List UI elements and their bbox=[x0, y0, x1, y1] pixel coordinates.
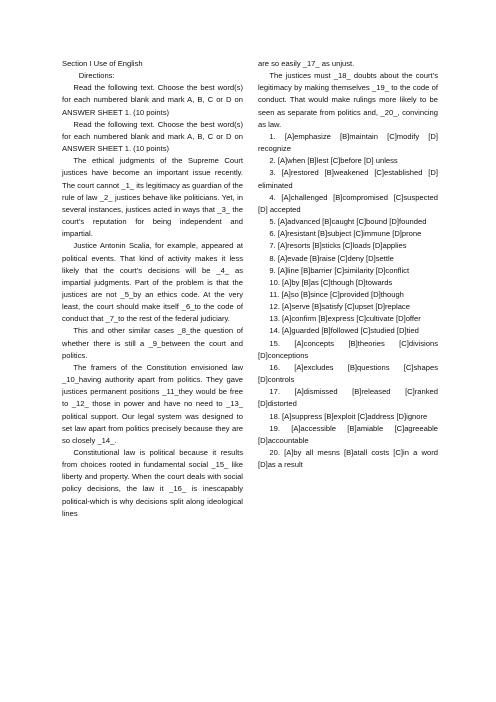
answer-option: 6. [A]resistant [B]subject [C]immune [D]prone bbox=[269, 229, 422, 239]
passage-paragraph: are so easily _17_ as unjust. bbox=[258, 59, 355, 68]
answer-option: 19. [A]accessible [B]amiable [C]agreeable [D]accountable bbox=[258, 423, 438, 445]
answer-option: 3. [A]restored [B]weakened [C]established [D] eliminated bbox=[258, 168, 438, 190]
answer-option: 4. [A]challenged [B]compromised [C]suspected [D] accepted bbox=[258, 192, 438, 214]
answer-option: 15. [A]concepts [B]theories [C]divisions [D]conceptions bbox=[258, 338, 438, 360]
answer-option: 17. [A]dismissed [B]released [C]ranked [D]distorted bbox=[258, 387, 438, 409]
answer-option: 1. [A]emphasize [B]maintain [C]modify [D] recognize bbox=[258, 131, 438, 154]
passage-paragraph: This and other similar cases _8_the question of whether there is still a _9_between the court and politics. bbox=[62, 326, 243, 360]
answer-option: 18. [A]suppress [B]exploit [C]address [D]ignore bbox=[269, 411, 428, 421]
section-title: Section I Use of English bbox=[62, 59, 143, 68]
answer-option: 9. [A]line [B]barrier [C]similarity [D]conflict bbox=[269, 265, 410, 275]
answer-option: 13. [A]confirm [B]express [C]cultivate [D]offer bbox=[269, 314, 421, 324]
answer-option: 20. [A]by all mesns [B]atall costs [C]in a word [D]as a result bbox=[258, 448, 438, 470]
answer-option: 11. [A]so [B]since [C]provided [D]though bbox=[269, 289, 404, 299]
answer-option: 2. [A]when [B]lest [C]before [D] unless bbox=[269, 156, 398, 166]
passage-paragraph: Constitutional law is political because it results from choices rooted in fundamental social _15_ like liberty and property. When the court deals with social policy decisions, the law it _16_ is inescapably political-which is why decisions split along ideological lines bbox=[62, 448, 243, 518]
passage-paragraph: The ethical judgments of the Supreme Court justices have become an important issue recently. The court cannot _1_ its legitimacy as guardian of the rule of law _2_ justices behave like politicians. Yet, in several instances, justices acted in ways that _3_ the court’s reputation for being independent and impartial. bbox=[62, 156, 243, 239]
left-column bbox=[62, 58, 243, 520]
answer-option: 7. [A]resorts [B]sticks [C]loads [D]applies bbox=[269, 241, 407, 251]
answer-option: 10. [A]by [B]as [C]though [D]towards bbox=[269, 277, 393, 287]
passage-paragraph: Justice Antonin Scalia, for example, appeared at political events. That kind of activity makes it less likely that the court’s decisions will be _4_ as impartial judgments. Part of the problem is that the justices are not _5_by an ethics code. At the very least, the court should make itself _6_to the code of conduct that _7_to the rest of the federal judiciary. bbox=[62, 241, 243, 324]
answer-option: 16. [A]excludes [B]questions [C]shapes [D]controls bbox=[258, 362, 438, 385]
answer-option: 12. [A]serve [B]satisfy [C]upset [D]replace bbox=[269, 302, 410, 312]
instruction-paragraph: Read the following text. Choose the best word(s) for each numbered blank and mark A, B, C or D on ANSWER SHEET 1. (10 points) bbox=[62, 119, 243, 154]
right-column bbox=[258, 58, 438, 471]
directions-label: Directions: bbox=[78, 71, 115, 81]
passage-paragraph: The justices must _18_ doubts about the court’s legitimacy by making themselves _19_ to the code of conduct. That would make rulings more likely to be seen as separate from politics and, _20_, convincing as law. bbox=[258, 71, 438, 129]
answer-option: 8. [A]evade [B]raise [C]deny [D]settle bbox=[269, 253, 394, 263]
answer-option: 14. [A]guarded [B]followed [C]studied [D]tied bbox=[269, 326, 419, 336]
passage-paragraph: The framers of the Constitution envisioned law _10_having authority apart from politics. They gave justices permanent positions _11_they would be free to _12_ those in power and have no need to _13_ political support. Our legal system was designed to set law apart from politics precisely because they are so closely _14_. bbox=[62, 362, 243, 445]
instruction-paragraph: Read the following text. Choose the best word(s) for each numbered blank and mark A, B, C or D on ANSWER SHEET 1. (10 points) bbox=[62, 83, 243, 117]
answer-option: 5. [A]advanced [B]caught [C]bound [D]founded bbox=[269, 217, 427, 227]
